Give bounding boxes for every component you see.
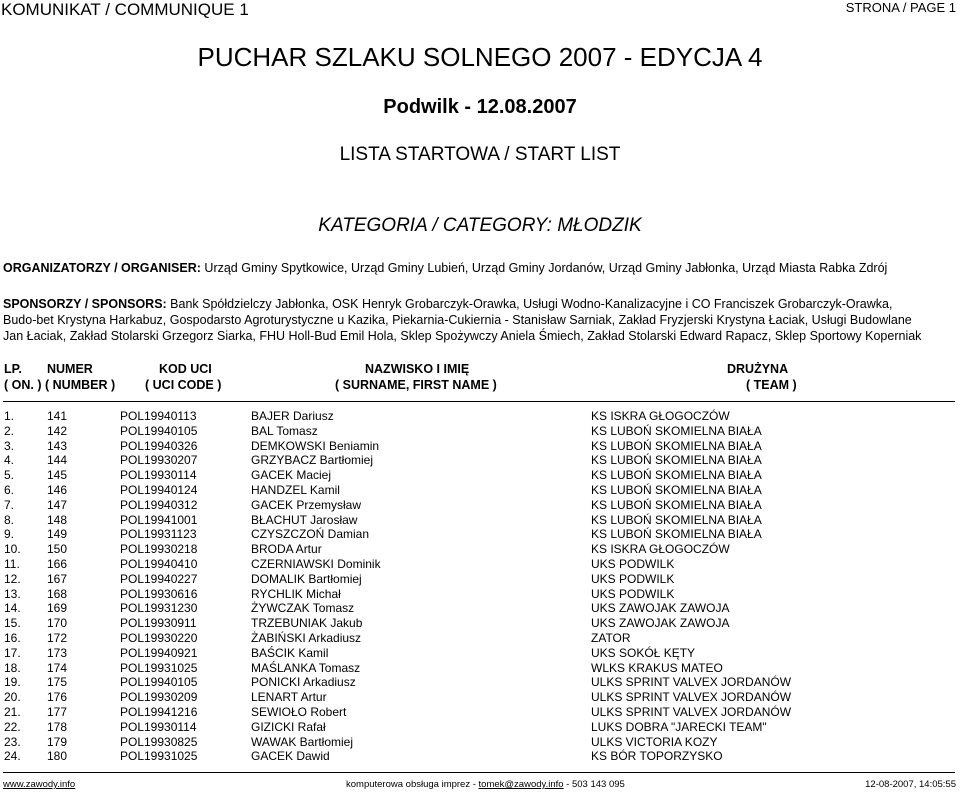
row-athlete-name: GACEK Dawid [251, 749, 330, 764]
row-lp: 21. [4, 704, 21, 719]
organiser-line [3, 261, 887, 275]
row-athlete-name: WAWAK Bartłomiej [251, 734, 354, 749]
row-team: UKS ZAWOJAK ZAWOJA [591, 601, 730, 616]
table-row [0, 601, 960, 616]
list-title: LISTA STARTOWA / START LIST [339, 144, 621, 165]
row-lp: 6. [4, 482, 15, 497]
row-athlete-name: BAŚCIK Kamil [251, 645, 329, 660]
row-lp: 11. [4, 556, 20, 571]
venue-date: Podwilk - 12.08.2007 [383, 96, 577, 118]
row-team: KS LUBOŃ SKOMIELNA BIAŁA [591, 482, 762, 497]
row-team: ZATOR [591, 630, 631, 645]
row-number: 146 [47, 482, 68, 497]
row-team: KS LUBOŃ SKOMIELNA BIAŁA [591, 453, 762, 468]
row-team: WLKS KRAKUS MATEO [591, 660, 723, 675]
row-lp: 19. [4, 675, 21, 690]
row-number: 167 [47, 571, 68, 586]
sponsors-line-1: Bank Spółdzielczy Jabłonka, OSK Henryk Grobarczyk-Orawka, Usługi Wodno-Kanalizacyjne i CO Franciszek Grobarczyk-Orawka, [166, 297, 893, 311]
communique-label: KOMUNIKAT / COMMUNIQUE 1 [1, 0, 249, 19]
row-uci-code: POL19930220 [120, 630, 198, 645]
col-team-en: ( TEAM ) [746, 378, 797, 392]
row-lp: 20. [4, 690, 21, 705]
row-uci-code: POL19931025 [120, 749, 198, 764]
row-athlete-name: DOMALIK Bartłomiej [251, 571, 362, 586]
row-team: ULKS VICTORIA KOZY [591, 734, 718, 749]
row-athlete-name: LENART Artur [251, 690, 327, 705]
table-row [0, 735, 960, 750]
col-team: DRUŻYNA [727, 362, 789, 376]
row-team: KS LUBOŃ SKOMIELNA BIAŁA [591, 468, 762, 483]
row-uci-code: POL19940227 [120, 571, 198, 586]
email-link[interactable]: tomek@zawody.info [478, 779, 564, 790]
row-number: 166 [47, 556, 68, 571]
table-row [0, 424, 960, 439]
row-lp: 15. [4, 616, 21, 631]
row-lp: 12. [4, 571, 21, 586]
sponsors-line-3: Jan Łaciak, Zakład Stolarski Grzegorz Siarka, FHU Holl-Bud Emil Hola, Sklep Spożywczy Aniela Śmiech, Zakład Stolarski Edward Rapacz, Sklep Sportowy Koperniak [3, 329, 922, 343]
site-link[interactable]: www.zawody.info [3, 779, 76, 790]
row-uci-code: POL19941216 [120, 704, 198, 719]
service-suffix: - 503 143 095 [563, 779, 625, 790]
row-uci-code: POL19930616 [120, 586, 198, 601]
table-row [0, 498, 960, 513]
table-row [0, 690, 960, 705]
row-team: KS ISKRA GŁOGOCZÓW [591, 409, 730, 423]
row-lp: 4. [4, 453, 15, 468]
row-athlete-name: ŻYWCZAK Tomasz [251, 601, 355, 616]
row-number: 175 [47, 675, 68, 690]
row-number: 147 [47, 497, 68, 512]
row-team: KS ISKRA GŁOGOCZÓW [591, 542, 730, 557]
row-number: 173 [47, 645, 68, 660]
row-number: 177 [47, 704, 68, 719]
row-uci-code: POL19930114 [120, 468, 197, 483]
row-uci-code: POL19931230 [120, 601, 198, 616]
footer-service [346, 779, 625, 790]
page-indicator: STRONA / PAGE 1 [845, 0, 956, 15]
row-lp: 8. [4, 512, 15, 527]
row-team: ULKS SPRINT VALVEX JORDANÓW [591, 690, 792, 705]
row-athlete-name: HANDZEL Kamil [251, 482, 340, 497]
table-row [0, 587, 960, 602]
row-athlete-name: BAL Tomasz [251, 423, 318, 438]
row-athlete-name: GRZYBACZ Bartłomiej [251, 453, 374, 468]
row-team: KS LUBOŃ SKOMIELNA BIAŁA [591, 527, 762, 542]
col-numer: NUMER [47, 362, 93, 376]
footer-timestamp: 12-08-2007, 14:05:55 [865, 779, 956, 790]
table-row [0, 749, 960, 764]
row-number: 145 [47, 468, 68, 483]
row-athlete-name: GACEK Maciej [251, 468, 332, 483]
row-uci-code: POL19931025 [120, 660, 198, 675]
table-row [0, 453, 960, 468]
row-team: UKS ZAWOJAK ZAWOJA [591, 616, 730, 631]
row-uci-code: POL19930207 [120, 453, 198, 468]
row-uci-code: POL19940326 [120, 438, 198, 453]
row-number: 179 [47, 734, 68, 749]
organiser-text: Urząd Gminy Spytkowice, Urząd Gminy Lubień, Urząd Gminy Jordanów, Urząd Gminy Jabłonka, Urząd Miasta Rabka Zdrój [200, 261, 888, 275]
row-uci-code: POL19930825 [120, 734, 198, 749]
row-lp: 22. [4, 719, 21, 734]
sponsors-label: SPONSORZY / SPONSORS: [3, 297, 167, 311]
row-number: 142 [47, 423, 68, 438]
row-uci-code: POL19940410 [120, 556, 198, 571]
header-rule [3, 401, 955, 402]
col-name-en: ( SURNAME, FIRST NAME ) [335, 378, 497, 392]
row-uci-code: POL19940105 [120, 423, 198, 438]
row-team: KS BÓR TOPORZYSKO [591, 749, 723, 764]
row-lp: 24. [4, 749, 21, 764]
row-lp: 7. [4, 497, 15, 512]
row-uci-code: POL19940921 [120, 645, 198, 660]
row-athlete-name: SEWIOŁO Robert [251, 704, 347, 719]
table-row [0, 661, 960, 676]
row-number: 174 [47, 660, 68, 675]
table-row [0, 483, 960, 498]
sponsors-line-2: Budo-bet Krystyna Harkabuz, Gospodarsto Agroturystyczne u Kazika, Piekarnia-Cukiernia - Stanisław Sarniak, Zakład Fryzjerski Krystyna Łaciak, Usługi Budowlane [3, 313, 912, 327]
row-number: 170 [47, 616, 68, 631]
row-team: UKS PODWILK [591, 571, 675, 586]
row-number: 143 [47, 438, 68, 453]
row-athlete-name: DEMKOWSKI Beniamin [251, 438, 380, 453]
col-numer-en: ( NUMBER ) [45, 378, 116, 392]
service-prefix: komputerowa obsługa imprez - [346, 779, 479, 790]
row-team: KS LUBOŃ SKOMIELNA BIAŁA [591, 512, 762, 527]
row-number: 144 [47, 453, 68, 468]
col-name: NAZWISKO I IMIĘ [365, 362, 470, 376]
row-lp: 23. [4, 734, 21, 749]
row-uci-code: POL19930911 [120, 616, 197, 631]
row-athlete-name: BRODA Artur [251, 542, 322, 557]
col-lp-en: ( ON. ) [4, 378, 42, 392]
row-number: 178 [47, 719, 68, 734]
row-uci-code: POL19930209 [120, 690, 198, 705]
footer-rule [3, 772, 955, 773]
table-row [0, 409, 960, 424]
row-number: 149 [47, 527, 68, 542]
table-row [0, 572, 960, 587]
row-uci-code: POL19930114 [120, 719, 197, 734]
row-team: KS LUBOŃ SKOMIELNA BIAŁA [591, 423, 762, 438]
table-row [0, 557, 960, 572]
row-athlete-name: GIZICKI Rafał [251, 719, 326, 734]
row-lp: 1. [4, 409, 15, 423]
row-athlete-name: GACEK Przemysław [251, 497, 362, 512]
table-row [0, 527, 960, 542]
table-row [0, 513, 960, 528]
row-athlete-name: BAJER Dariusz [251, 409, 334, 423]
footer-site [3, 779, 75, 790]
row-athlete-name: RYCHLIK Michał [251, 586, 341, 601]
row-athlete-name: TRZEBUNIAK Jakub [251, 616, 363, 631]
row-uci-code: POL19940124 [120, 482, 198, 497]
col-kod-en: ( UCI CODE ) [145, 378, 222, 392]
sponsors-block [3, 296, 921, 344]
row-lp: 3. [4, 438, 15, 453]
table-row [0, 631, 960, 646]
organiser-label: ORGANIZATORZY / ORGANISER: [3, 261, 201, 275]
row-uci-code: POL19931123 [120, 527, 197, 542]
row-number: 180 [47, 749, 68, 764]
row-number: 168 [47, 586, 68, 601]
row-number: 150 [47, 542, 68, 557]
col-kod: KOD UCI [159, 362, 212, 376]
row-athlete-name: MAŚLANKA Tomasz [251, 660, 361, 675]
table-row [0, 675, 960, 690]
row-lp: 5. [4, 468, 15, 483]
row-uci-code: POL19941001 [120, 512, 198, 527]
table-row [0, 468, 960, 483]
row-lp: 2. [4, 423, 15, 438]
row-number: 172 [47, 630, 68, 645]
col-lp: LP. [4, 362, 22, 376]
row-uci-code: POL19940105 [120, 675, 198, 690]
row-lp: 18. [4, 660, 21, 675]
row-athlete-name: ŻABIŃSKI Arkadiusz [251, 630, 362, 645]
table-row [0, 720, 960, 735]
row-number: 148 [47, 512, 68, 527]
row-number: 169 [47, 601, 68, 616]
row-uci-code: POL19930218 [120, 542, 198, 557]
row-lp: 13. [4, 586, 21, 601]
row-uci-code: POL19940312 [120, 497, 198, 512]
row-team: ULKS SPRINT VALVEX JORDANÓW [591, 675, 792, 690]
row-team: LUKS DOBRA "JARECKI TEAM" [591, 719, 767, 734]
category-title: KATEGORIA / CATEGORY: MŁODZIK [318, 215, 642, 236]
table-row [0, 646, 960, 661]
row-team: UKS SOKÓŁ KĘTY [591, 645, 696, 660]
row-team: ULKS SPRINT VALVEX JORDANÓW [591, 704, 792, 719]
page-title: PUCHAR SZLAKU SOLNEGO 2007 - EDYCJA 4 [197, 42, 763, 72]
start-list-table [0, 409, 960, 764]
row-team: KS LUBOŃ SKOMIELNA BIAŁA [591, 438, 762, 453]
row-athlete-name: CZYSZCZOŃ Damian [251, 527, 370, 542]
table-row [0, 616, 960, 631]
row-number: 176 [47, 690, 68, 705]
row-lp: 10. [4, 542, 21, 557]
row-number: 141 [47, 409, 68, 423]
row-athlete-name: PONICKI Arkadiusz [251, 675, 356, 690]
row-team: UKS PODWILK [591, 586, 675, 601]
row-lp: 9. [4, 527, 15, 542]
row-team: KS LUBOŃ SKOMIELNA BIAŁA [591, 497, 762, 512]
table-row [0, 439, 960, 454]
row-lp: 17. [4, 645, 21, 660]
row-athlete-name: BŁACHUT Jarosław [251, 512, 358, 527]
row-lp: 16. [4, 630, 21, 645]
table-row [0, 705, 960, 720]
table-row [0, 542, 960, 557]
row-uci-code: POL19940113 [120, 409, 197, 423]
row-athlete-name: CZERNIAWSKI Dominik [251, 556, 381, 571]
row-lp: 14. [4, 601, 21, 616]
row-team: UKS PODWILK [591, 556, 675, 571]
